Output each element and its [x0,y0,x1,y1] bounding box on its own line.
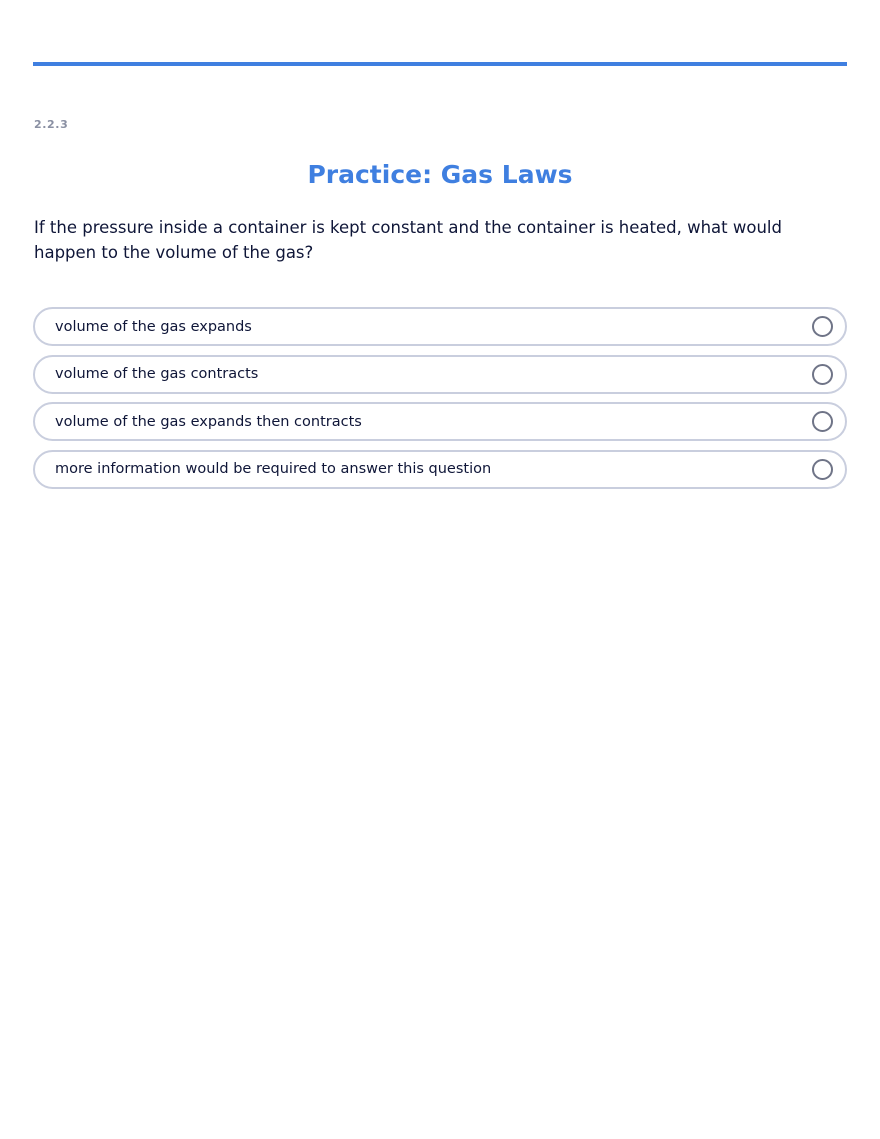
question-text: If the pressure inside a container is kept constant and the container is heated, what would happen to the volume of the gas? [34,218,782,262]
radio-button-icon[interactable] [812,459,833,480]
page-title: Practice: Gas Laws [307,160,573,189]
answer-options [33,307,847,497]
answer-option-2[interactable] [33,355,847,394]
answer-option-1[interactable] [33,307,847,346]
answer-option-label: volume of the gas expands then contracts [55,413,362,430]
answer-option-4[interactable] [33,450,847,489]
radio-button-icon[interactable] [812,364,833,385]
answer-option-label: more information would be required to answer this question [55,461,492,477]
section-number: 2.2.3 [34,118,69,131]
answer-option-label: volume of the gas contracts [55,366,259,382]
radio-button-icon[interactable] [812,316,833,337]
answer-option-label: volume of the gas expands [55,318,252,335]
answer-option-3[interactable] [33,402,847,441]
radio-button-icon[interactable] [812,411,833,432]
top-divider [33,62,847,66]
